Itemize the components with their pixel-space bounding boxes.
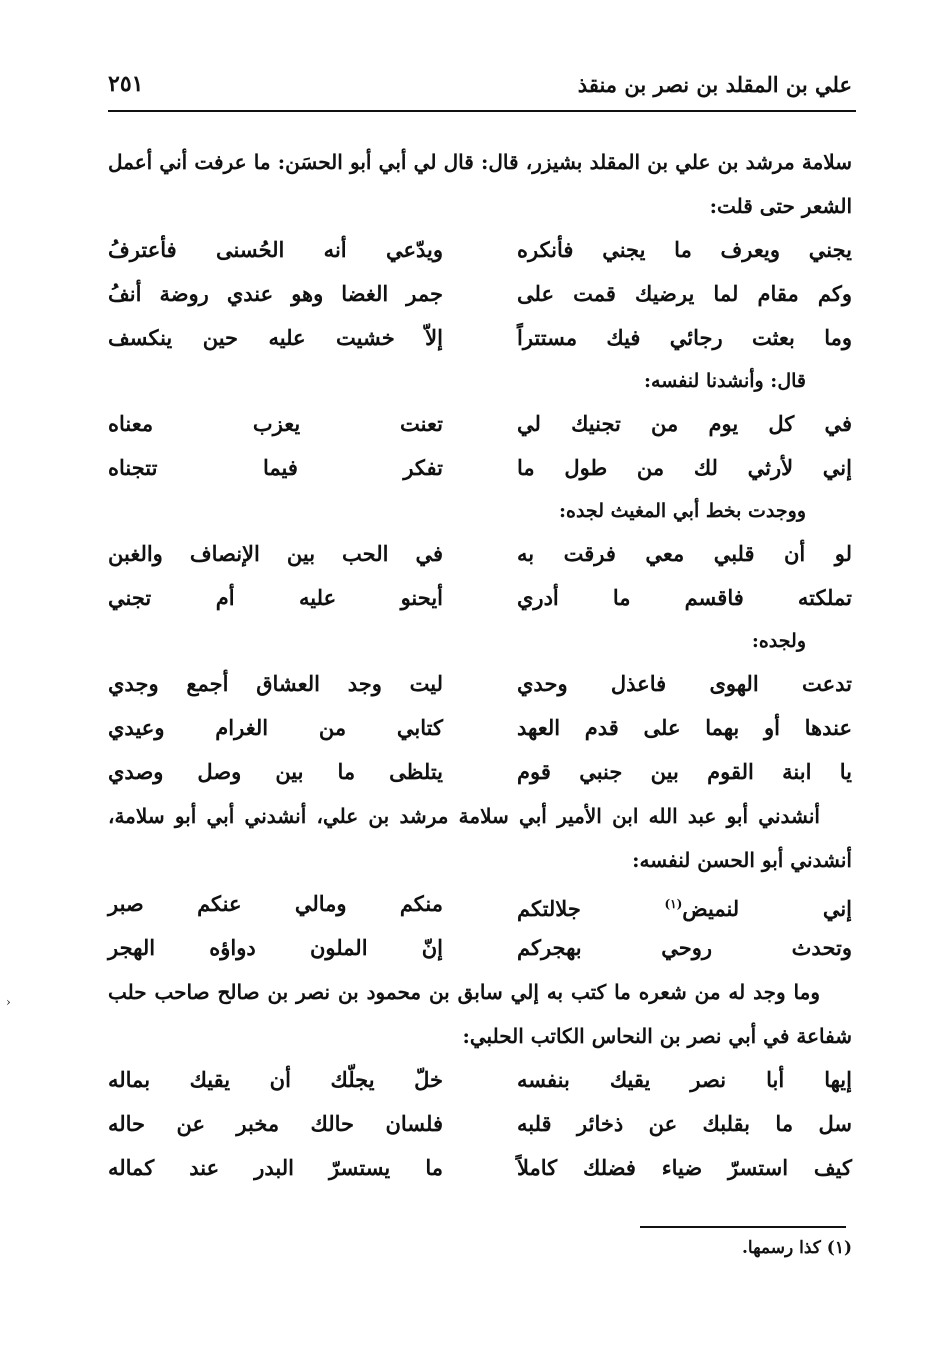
verse-line: [108, 272, 852, 316]
hemistich-second: تعنت يعزب معناه: [108, 411, 443, 436]
hemistich-first: إني لأرثي لك من طول ما: [517, 455, 852, 480]
hemistich-first: سل ما بقلبك عن ذخائر قلبه: [517, 1111, 852, 1136]
footnote-marker[interactable]: (١): [664, 897, 683, 911]
verse-line: [108, 316, 852, 360]
hemistich-first: في كل يوم من تجنيك لي: [517, 411, 852, 436]
verse-line: [108, 1058, 852, 1102]
page-number: ٢٥١: [108, 71, 144, 97]
attribution-2: ووجدت بخط أبي المغيث لجده:: [558, 500, 806, 522]
hemistich-second: ما يستسرّ البدر عند كماله: [108, 1155, 443, 1180]
verse-line: [108, 532, 852, 576]
hemistich-second: يتلظى ما بين وصل وصدي: [108, 759, 443, 784]
paragraph-2: أنشدني أبو عبد الله ابن الأمير أبي سلامة مرشد بن علي، أنشدني أبي أبو سلامة، أنشدني أبو الحسن لنفسه:: [108, 804, 852, 872]
hemistich-second: منكم ومالي عنكم صبر: [108, 891, 443, 916]
hemistich-first: تملكته فاقسم ما أدري: [517, 585, 852, 610]
hemistich-second: خلّ يجلّك أن يقيك بماله: [108, 1067, 443, 1092]
verse-line: [108, 882, 852, 926]
hemistich-first: لو أن قلبي معي فرقت به: [517, 541, 852, 566]
verse-line: [108, 228, 852, 272]
hemistich-second: إنّ الملون دواؤه الهجر: [108, 935, 443, 960]
footnote-rule: [640, 1226, 846, 1228]
hemistich-second: فلسان حالك مخبر عن حاله: [108, 1111, 443, 1136]
hemistich-second: جمر الغضا وهو عندي روضة أنفُ: [108, 281, 443, 306]
verse-line: [108, 1146, 852, 1190]
hemistich-second: في الحب بين الإنصاف والغبن: [108, 541, 443, 566]
hemistich-first: يجني ويعرف ما يجني فأنكره: [517, 237, 852, 262]
verse-line: [108, 576, 852, 620]
hemistich-second: ليت وجد العشاق أجمع وجدي: [108, 671, 443, 696]
running-title: علي بن المقلد بن نصر بن منقذ: [577, 71, 852, 97]
verse-line: [108, 706, 852, 750]
verse-line: [108, 750, 852, 794]
footnote: (١) كذا رسمها.: [741, 1238, 852, 1258]
attribution-3: ولجده:: [751, 630, 806, 652]
hemistich-first: إيها أبا نصر يقيك بنفسه: [517, 1067, 852, 1092]
hemistich-first: وكم مقام لما يرضيك قمت على: [517, 281, 852, 306]
attribution-1: قال: وأنشدنا لنفسه:: [644, 370, 806, 392]
hemistich-text: إني لنميض: [682, 896, 852, 921]
hemistich-second: كتابي من الغرام وعيدي: [108, 715, 443, 740]
hemistich-first: كيف استسرّ ضياء فضلك كاملاً: [517, 1155, 852, 1180]
hemistich-text: جلالتكم: [517, 896, 665, 921]
body-text: [108, 140, 852, 1190]
hemistich-first: عندها أو بهما على قدم العهد: [517, 715, 852, 740]
verse-line: [108, 1102, 852, 1146]
hemistich-second: ويدّعي أنه الحُسنى فأعترفُ: [108, 237, 443, 262]
hemistich-second: تفكر فيما تتجناه: [108, 455, 443, 480]
hemistich-first: وتحدث روحي بهجركم: [517, 935, 852, 960]
hemistich-second: أيحنو عليه أم تجني: [108, 585, 443, 610]
paragraph-1: سلامة مرشد بن علي بن المقلد بشيزر، قال: قال لي أبي أبو الحسَن: ما عرفت أني أعمل الشعر حتى قلت:: [108, 150, 852, 218]
page-header: [108, 62, 852, 106]
paragraph-3: وما وجد له من شعره ما كتب به إلي سابق بن محمود بن نصر بن صالح صاحب حلب شفاعة في أبي نصر بن النحاس الكاتب الحلبي:: [108, 980, 852, 1048]
verse-line: [108, 662, 852, 706]
hemistich-second: إلاّ خشيت عليه حين ينكسف: [108, 325, 443, 350]
hemistich-first: يا ابنة القوم بين جنبي قوم: [517, 759, 852, 784]
verse-line: [108, 926, 852, 970]
verse-line: [108, 446, 852, 490]
header-rule: [108, 110, 856, 112]
hemistich-first: تدعت الهوى فاعذل وحدي: [517, 671, 852, 696]
hemistich-first: وما بعثت رجائي فيك مستتراً: [517, 325, 852, 350]
verse-line: [108, 402, 852, 446]
edge-mark: ›: [6, 995, 11, 1009]
hemistich-first: [517, 882, 852, 926]
